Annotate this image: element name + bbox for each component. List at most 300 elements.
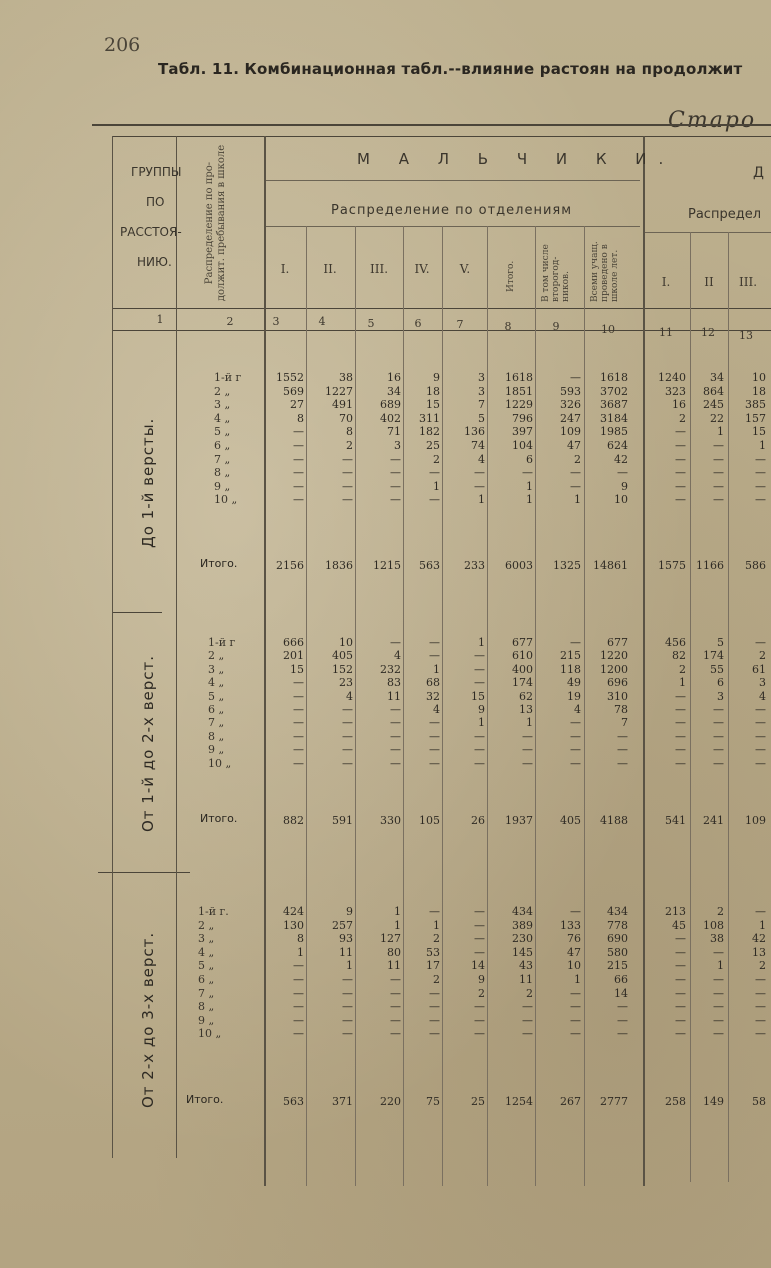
table-cell: 689: [380, 398, 401, 412]
table-cell: 424: [283, 905, 304, 918]
table-cell: 8: [297, 932, 304, 946]
row-label: 1-й г: [214, 371, 242, 384]
table-cell: 22: [710, 411, 724, 425]
table-cell: —: [474, 1000, 485, 1014]
table-cell: —: [755, 493, 766, 507]
total-cell: 2777: [600, 1095, 628, 1108]
table-cell: 580: [607, 945, 628, 959]
table-cell: —: [390, 729, 401, 743]
table-cell: —: [293, 743, 304, 757]
table-cell: 4: [433, 703, 440, 716]
table-cell: —: [570, 729, 581, 743]
row-label: 6 „: [208, 703, 225, 716]
table-cell: 3: [478, 371, 485, 384]
total-cell: 405: [560, 814, 581, 827]
table-cell: —: [570, 743, 581, 757]
table-cell: 3184: [600, 411, 628, 425]
distribution-col-header: Распределение по про-должит. пребывания в школе: [204, 144, 227, 302]
table-cell: 434: [512, 905, 533, 918]
table-cell: 15: [426, 398, 440, 412]
table-cell: —: [293, 703, 304, 716]
table-cell: —: [713, 1000, 724, 1014]
table-cell: —: [675, 743, 686, 757]
table-cell: 27: [290, 398, 304, 412]
table-cell: 38: [339, 371, 353, 384]
table-cell: 82: [672, 649, 686, 663]
table-cell: 326: [560, 398, 581, 412]
table-cell: 232: [380, 662, 401, 676]
total-cell: 220: [380, 1095, 401, 1108]
row-label: 8 „: [208, 729, 225, 743]
table-cell: 201: [283, 649, 304, 663]
table-cell: —: [675, 479, 686, 493]
table-cell: 32: [426, 689, 440, 703]
table-cell: —: [429, 466, 440, 480]
table-cell: —: [755, 1013, 766, 1027]
repeaters-col-header: В том числе второгод-ников.: [541, 244, 571, 302]
table-cell: —: [429, 986, 440, 1000]
table-cell: —: [429, 905, 440, 918]
table-cell: —: [570, 1027, 581, 1041]
total-cell: 591: [332, 814, 353, 827]
total-cell: 258: [665, 1095, 686, 1108]
table-cell: 62: [519, 689, 533, 703]
table-cell: —: [675, 986, 686, 1000]
table-cell: 213: [665, 905, 686, 918]
table-cell: 434: [607, 905, 628, 918]
table-cell: —: [755, 729, 766, 743]
table-cell: —: [342, 1013, 353, 1027]
table-cell: —: [713, 945, 724, 959]
col-number-10: 10: [601, 323, 615, 336]
table-cell: 1: [433, 479, 440, 493]
table-cell: —: [755, 986, 766, 1000]
table-cell: 11: [519, 973, 533, 986]
table-cell: —: [390, 986, 401, 1000]
table-cell: 1552: [276, 371, 304, 384]
table-cell: 864: [703, 384, 724, 398]
table-cell: —: [474, 479, 485, 493]
total-row-label: Итого.: [186, 1093, 224, 1106]
table-cell: —: [429, 756, 440, 770]
table-cell: 7: [621, 716, 628, 730]
table-cell: 83: [387, 676, 401, 690]
table-cell: 118: [560, 662, 581, 676]
table-cell: 1: [526, 493, 533, 507]
table-cell: —: [474, 1027, 485, 1041]
table-cell: 19: [567, 689, 581, 703]
table-cell: 5: [717, 636, 724, 649]
total-cell: 1215: [373, 559, 401, 572]
vline-c4: [306, 226, 307, 1186]
table-cell: 42: [614, 452, 628, 466]
table-cell: 42: [752, 932, 766, 946]
table-cell: 18: [426, 384, 440, 398]
total-cell: 109: [745, 814, 766, 827]
groups-header-4: НИЮ.: [137, 255, 172, 269]
table-cell: —: [474, 918, 485, 932]
top-rule: [92, 124, 771, 126]
row-label: 6 „: [198, 973, 215, 986]
table-cell: 2: [433, 932, 440, 946]
row-label: 3 „: [198, 932, 215, 946]
row-label: 8 „: [214, 466, 231, 480]
row-label: 5 „: [198, 959, 215, 973]
table-cell: —: [755, 973, 766, 986]
table-cell: 70: [339, 411, 353, 425]
table-cell: 15: [471, 689, 485, 703]
table-cell: —: [390, 1027, 401, 1041]
groups-header-1: ГРУППЫ: [131, 165, 182, 179]
table-cell: —: [522, 743, 533, 757]
table-cell: —: [293, 493, 304, 507]
boys-underline: [265, 180, 640, 181]
table-cell: 1: [346, 959, 353, 973]
table-cell: —: [390, 756, 401, 770]
table-cell: —: [570, 479, 581, 493]
table-cell: —: [390, 479, 401, 493]
table-cell: —: [342, 703, 353, 716]
table-cell: 1: [297, 945, 304, 959]
table-cell: —: [342, 973, 353, 986]
total-cell: 149: [703, 1095, 724, 1108]
table-cell: —: [429, 1027, 440, 1041]
table-cell: —: [675, 493, 686, 507]
total-cell: 58: [752, 1095, 766, 1108]
table-cell: 2: [717, 905, 724, 918]
table-cell: —: [570, 756, 581, 770]
table-cell: 1: [478, 716, 485, 730]
table-cell: —: [293, 959, 304, 973]
table-cell: —: [675, 452, 686, 466]
table-cell: —: [570, 716, 581, 730]
vline-c8: [487, 226, 488, 1186]
row-label: 2 „: [208, 649, 225, 663]
table-cell: 2: [433, 452, 440, 466]
table-cell: —: [617, 743, 628, 757]
table-cell: 405: [332, 649, 353, 663]
table-cell: —: [474, 932, 485, 946]
table-cell: —: [617, 1013, 628, 1027]
total-cell: 1166: [696, 559, 724, 572]
table-cell: —: [390, 466, 401, 480]
table-cell: 9: [433, 371, 440, 384]
table-cell: —: [522, 1027, 533, 1041]
table-cell: 1: [433, 662, 440, 676]
years-col-header: Всеми учащ. проведено в школе лет.: [590, 241, 620, 302]
table-cell: 13: [519, 703, 533, 716]
girls-class-header-i: I.: [661, 275, 671, 289]
total-cell: 75: [426, 1095, 440, 1108]
table-cell: 1: [759, 918, 766, 932]
table-cell: 2: [346, 439, 353, 452]
total-cell: 563: [283, 1095, 304, 1108]
table-cell: 130: [283, 918, 304, 932]
table-cell: —: [713, 716, 724, 730]
table-subtitle: Старо: [668, 108, 757, 133]
table-cell: 76: [567, 932, 581, 946]
table-cell: —: [293, 689, 304, 703]
table-cell: 311: [419, 411, 440, 425]
table-cell: —: [342, 452, 353, 466]
total-cell: 1575: [658, 559, 686, 572]
table-cell: 74: [471, 439, 485, 452]
table-cell: —: [713, 1027, 724, 1041]
table-cell: —: [755, 716, 766, 730]
table-cell: 677: [512, 636, 533, 649]
table-cell: 14: [471, 959, 485, 973]
table-cell: 1: [717, 425, 724, 439]
table-cell: —: [390, 973, 401, 986]
table-cell: —: [675, 1013, 686, 1027]
table-cell: 1: [759, 439, 766, 452]
table-cell: —: [293, 756, 304, 770]
row-label: 4 „: [198, 945, 215, 959]
total-cell: 330: [380, 814, 401, 827]
table-cell: —: [342, 743, 353, 757]
table-cell: 1618: [505, 371, 533, 384]
table-cell: —: [474, 945, 485, 959]
table-cell: —: [713, 743, 724, 757]
table-cell: —: [293, 439, 304, 452]
table-cell: —: [617, 1027, 628, 1041]
table-cell: 11: [387, 959, 401, 973]
table-cell: —: [713, 756, 724, 770]
table-cell: 145: [512, 945, 533, 959]
row-label: 1-й г: [208, 636, 236, 649]
group-label-3: От 2-х до 3-х верст.: [139, 931, 157, 1108]
groups-header-2: ПО: [146, 195, 165, 209]
row-label: 3 „: [208, 662, 225, 676]
table-cell: —: [675, 959, 686, 973]
row-label: 7 „: [208, 716, 225, 730]
table-cell: —: [293, 1000, 304, 1014]
table-cell: —: [522, 466, 533, 480]
table-cell: 6: [717, 676, 724, 690]
table-cell: —: [675, 932, 686, 946]
table-cell: —: [474, 743, 485, 757]
table-cell: —: [713, 439, 724, 452]
table-cell: 34: [387, 384, 401, 398]
total-cell: 14861: [593, 559, 628, 572]
row-label: 3 „: [214, 398, 231, 412]
table-cell: —: [293, 973, 304, 986]
table-cell: —: [675, 1000, 686, 1014]
table-cell: —: [390, 1013, 401, 1027]
table-cell: 104: [512, 439, 533, 452]
table-cell: 9: [621, 479, 628, 493]
table-cell: 257: [332, 918, 353, 932]
total-col-header: Итого.: [506, 260, 516, 292]
table-cell: 690: [607, 932, 628, 946]
table-cell: 3687: [600, 398, 628, 412]
table-cell: —: [342, 466, 353, 480]
table-cell: 400: [512, 662, 533, 676]
table-cell: 310: [607, 689, 628, 703]
table-cell: 1618: [600, 371, 628, 384]
table-cell: 10: [567, 959, 581, 973]
table-cell: —: [474, 756, 485, 770]
table-cell: 61: [752, 662, 766, 676]
table-cell: —: [675, 973, 686, 986]
table-cell: 38: [710, 932, 724, 946]
table-cell: 1985: [600, 425, 628, 439]
table-cell: 9: [346, 905, 353, 918]
table-cell: —: [755, 1000, 766, 1014]
table-cell: 157: [745, 411, 766, 425]
table-cell: —: [675, 729, 686, 743]
table-cell: 16: [387, 371, 401, 384]
total-cell: 267: [560, 1095, 581, 1108]
table-cell: 10: [614, 493, 628, 507]
table-cell: —: [390, 703, 401, 716]
row-label: 10 „: [208, 756, 232, 770]
table-cell: —: [474, 1013, 485, 1027]
table-cell: 1: [394, 918, 401, 932]
table-cell: 47: [567, 439, 581, 452]
table-cell: 5: [478, 411, 485, 425]
distribution-header: Распределение по отделениям: [331, 203, 573, 218]
table-cell: —: [342, 493, 353, 507]
table-cell: —: [342, 986, 353, 1000]
table-cell: 93: [339, 932, 353, 946]
table-cell: —: [342, 479, 353, 493]
table-cell: —: [755, 756, 766, 770]
table-cell: 1: [526, 479, 533, 493]
table-cell: —: [755, 1027, 766, 1041]
col-number-2: 2: [226, 315, 234, 328]
total-cell: 1836: [325, 559, 353, 572]
table-cell: 245: [703, 398, 724, 412]
total-cell: 4188: [600, 814, 628, 827]
row-label: 1-й г.: [198, 905, 229, 918]
col-number-9: 9: [552, 320, 560, 333]
table-cell: 2: [679, 662, 686, 676]
col-number-6: 6: [414, 317, 422, 330]
table-cell: —: [390, 493, 401, 507]
table-cell: —: [293, 1027, 304, 1041]
table-cell: —: [570, 986, 581, 1000]
table-cell: 53: [426, 945, 440, 959]
table-cell: 1: [433, 918, 440, 932]
row-label: 8 „: [198, 1000, 215, 1014]
table-cell: —: [713, 466, 724, 480]
table-cell: —: [429, 493, 440, 507]
table-cell: —: [675, 756, 686, 770]
total-cell: 1937: [505, 814, 533, 827]
table-cell: 4: [759, 689, 766, 703]
table-cell: —: [474, 649, 485, 663]
table-cell: —: [617, 756, 628, 770]
table-cell: —: [570, 1000, 581, 1014]
table-cell: —: [713, 729, 724, 743]
class-header-iii: III.: [369, 262, 389, 276]
table-cell: —: [755, 905, 766, 918]
table-cell: —: [293, 716, 304, 730]
vline-c9: [535, 226, 536, 1186]
table-cell: —: [570, 905, 581, 918]
col-number-7: 7: [456, 318, 464, 331]
table-cell: 10: [752, 371, 766, 384]
table-cell: —: [713, 493, 724, 507]
table-cell: —: [713, 973, 724, 986]
table-cell: 4: [394, 649, 401, 663]
col-number-5: 5: [367, 317, 375, 330]
table-cell: 7: [478, 398, 485, 412]
table-cell: —: [429, 649, 440, 663]
table-cell: 456: [665, 636, 686, 649]
row-label: 4 „: [214, 411, 231, 425]
table-cell: 1: [679, 676, 686, 690]
table-cell: —: [755, 479, 766, 493]
table-cell: 3: [759, 676, 766, 690]
table-cell: 9: [478, 703, 485, 716]
total-cell: 6003: [505, 559, 533, 572]
table-cell: 2: [433, 973, 440, 986]
table-cell: —: [675, 703, 686, 716]
table-cell: 152: [332, 662, 353, 676]
table-cell: —: [522, 729, 533, 743]
total-cell: 882: [283, 814, 304, 827]
table-cell: —: [474, 676, 485, 690]
table-cell: 34: [710, 371, 724, 384]
table-cell: —: [474, 662, 485, 676]
table-cell: 215: [560, 649, 581, 663]
table-cell: —: [390, 636, 401, 649]
row-label: 10 „: [214, 493, 238, 507]
total-cell: 1325: [553, 559, 581, 572]
table-cell: 174: [703, 649, 724, 663]
table-cell: 796: [512, 411, 533, 425]
table-cell: 18: [752, 384, 766, 398]
table-cell: —: [755, 452, 766, 466]
table-cell: —: [429, 1013, 440, 1027]
table-cell: 1200: [600, 662, 628, 676]
table-cell: 55: [710, 662, 724, 676]
table-cell: —: [293, 452, 304, 466]
table-cell: 1: [526, 716, 533, 730]
table-cell: 610: [512, 649, 533, 663]
row-label: 10 „: [198, 1027, 222, 1041]
girls-underline: [645, 232, 771, 233]
table-cell: —: [474, 466, 485, 480]
table-cell: 136: [464, 425, 485, 439]
table-cell: —: [390, 1000, 401, 1014]
row-label: 4 „: [208, 676, 225, 690]
col-number-12: 12: [701, 326, 715, 339]
table-cell: —: [293, 729, 304, 743]
table-cell: —: [429, 1000, 440, 1014]
group-label-1: До 1-й версты.: [139, 417, 157, 548]
table-cell: —: [293, 676, 304, 690]
table-cell: 666: [283, 636, 304, 649]
table-cell: —: [617, 466, 628, 480]
table-cell: —: [390, 716, 401, 730]
row-label: 5 „: [214, 425, 231, 439]
table-cell: —: [675, 945, 686, 959]
table-cell: 133: [560, 918, 581, 932]
table-cell: —: [293, 425, 304, 439]
total-cell: 586: [745, 559, 766, 572]
table-cell: 16: [672, 398, 686, 412]
table-cell: —: [342, 729, 353, 743]
row-label: 5 „: [208, 689, 225, 703]
table-cell: 43: [519, 959, 533, 973]
table-cell: —: [675, 1027, 686, 1041]
table-cell: 45: [672, 918, 686, 932]
row-label: 6 „: [214, 439, 231, 452]
table-cell: —: [429, 716, 440, 730]
